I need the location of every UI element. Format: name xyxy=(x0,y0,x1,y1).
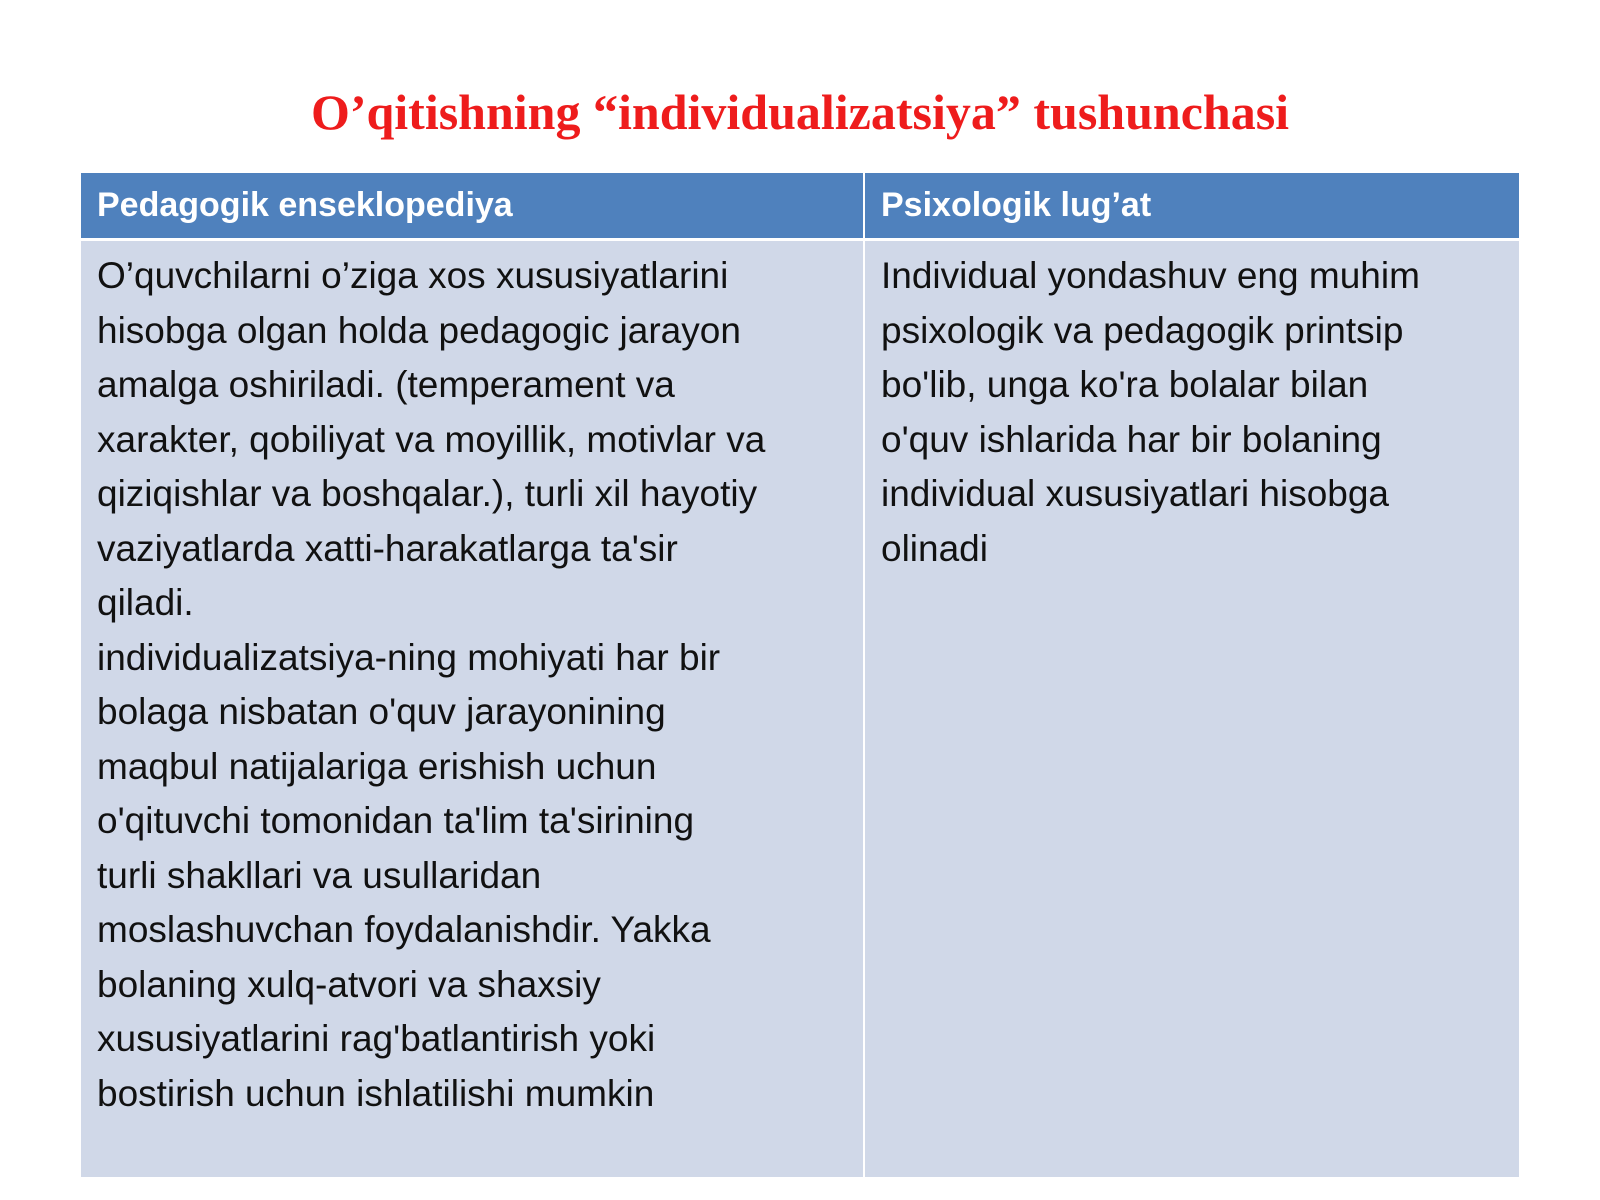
table-cell-psixologik: Individual yondashuv eng muhim psixologik va pedagogik printsip bo'lib, unga ko'ra bolalar bilan o'quv ishlarida har bir bolaning individual xususiyatlari hisobga olinadi xyxy=(865,241,1519,1177)
table-header-psixologik: Psixologik lug’at xyxy=(865,173,1519,241)
comparison-table xyxy=(81,173,1519,1177)
table-cell-pedagogik: O’quvchilarni o’ziga xos xususiyatlarini hisobga olgan holda pedagogic jarayon amalga oshiriladi. (temperament va xarakter, qobiliyat va moyillik, motivlar va qiziqishlar va boshqalar.), turli xil hayotiy vaziyatlarda xatti-harakatlarga ta'sir qiladi. individualizatsiya-ning mohiyati har bir bolaga nisbatan o'quv jarayonining maqbul natijalariga erishish uchun o'qituvchi tomonidan ta'lim ta'sirining turli shakllari va usullaridan moslashuvchan foydalanishdir. Yakka bolaning xulq-atvori va shaxsiy xususiyatlarini rag'batlantirish yoki bostirish uchun ishlatilishi mumkin xyxy=(81,241,863,1177)
table-header-pedagogik: Pedagogik enseklopediya xyxy=(81,173,863,241)
slide-title: O’qitishning “individualizatsiya” tushunchasi xyxy=(310,84,1290,140)
